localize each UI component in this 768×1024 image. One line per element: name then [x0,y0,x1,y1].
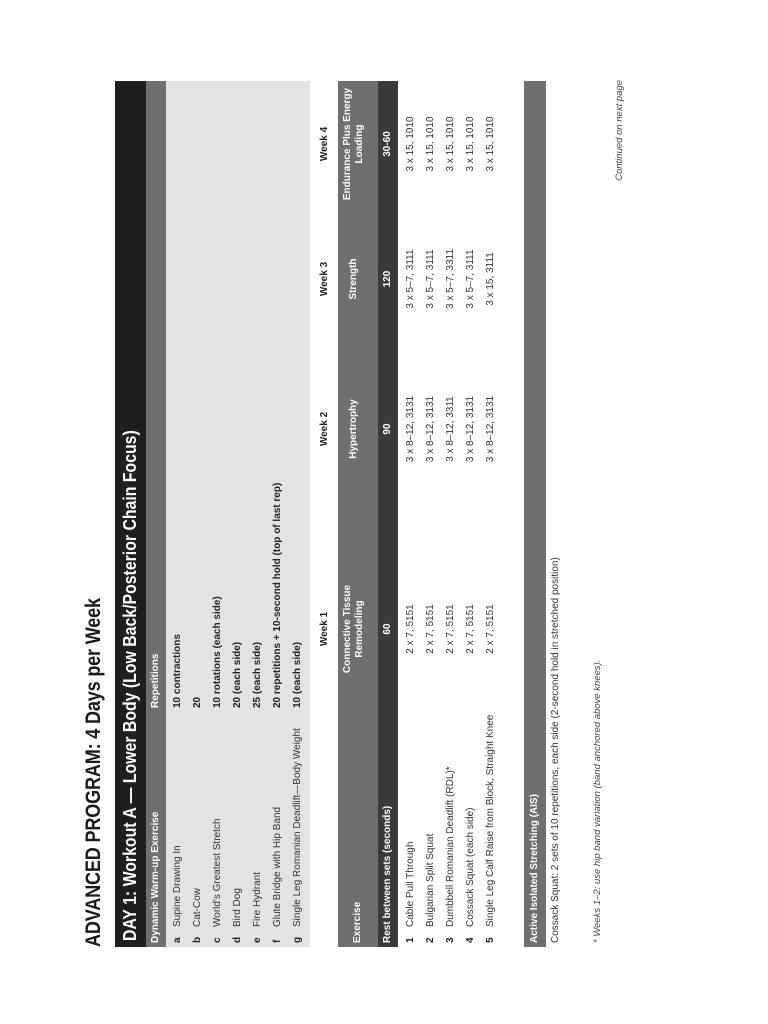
ais-description: Cossack Squat: 2 sets of 10 repetitions, each side (2-second hold in stretched position) [550,557,561,943]
week-cell: 2 x 7, 5151 [485,604,496,654]
week-cell: 3 x 5–7, 3311 [445,249,456,309]
exercise-table-header [338,81,378,947]
week-cell: 3 x 15, 1010 [485,116,496,172]
week-cell: 2 x 7, 5151 [445,604,456,654]
warmup-exercise: Cat-Cow [192,888,203,927]
warmup-letter: e [252,937,263,943]
rest-value: 60 [382,623,393,635]
rest-value: 30-60 [382,131,393,157]
exercise-row [461,81,481,947]
page-title: ADVANCED PROGRAM: 4 Days per Week [82,598,105,947]
exercise-name: Cossack Squat (each side) [465,807,476,927]
warmup-letter: g [292,936,303,943]
week-cell: 3 x 15, 1010 [465,116,476,172]
warmup-exercise: Glute Bridge with Hip Band [272,806,283,927]
warmup-row [268,81,288,947]
warmup-reps: 20 repetitions + 10-second hold (top of last rep) [272,482,283,708]
exercise-number: 1 [405,937,416,943]
exercise-number: 3 [445,937,456,943]
exercise-name: Single Leg Calf Raise from Block, Straight Knee [485,714,496,927]
warmup-letter: c [212,937,223,943]
warmup-row [188,81,208,947]
week-label: Week 3 [319,261,330,297]
exercise-row [481,81,501,947]
warmup-exercise: Fire Hydrant [252,871,263,927]
warmup-header [146,81,166,947]
week-cell: 3 x 15, 1010 [445,116,456,172]
footnote: * Weeks 1–2: use hip band variation (band anchored above knees). [592,659,603,943]
week-cell: 2 x 7, 5151 [405,604,416,654]
day-title-bar [115,81,146,947]
warmup-reps: 25 (each side) [252,641,263,708]
warmup-reps: 10 (each side) [292,641,303,708]
exercise-name: Cable Pull Through [405,841,416,927]
week-label: Week 1 [319,611,330,647]
warmup-row [208,81,228,947]
exercise-number: 5 [485,937,496,943]
warmup-row [228,81,248,947]
week-cell: 2 x 7, 5151 [465,604,476,654]
warmup-reps: 20 [192,696,203,708]
week-cell: 3 x 8–12, 3131 [405,395,416,463]
phase-label: Strength [348,258,359,300]
rest-value: 90 [382,423,393,435]
week-cell: 3 x 8–12, 3131 [485,395,496,463]
week-cell: 3 x 8–12, 3311 [445,396,456,462]
week-cell: 2 x 7, 5151 [425,604,436,654]
warmup-letter: d [232,936,243,943]
warmup-row [248,81,268,947]
exercise-name: Bulgarian Split Squat [425,833,436,927]
phase-label: Endurance Plus Energy Loading [342,87,365,201]
exercise-name: Dumbbell Romanian Deadlift (RDL)* [445,766,456,927]
continued-note: Continued on next page [614,80,625,181]
exercise-header: Exercise [352,901,363,943]
week-cell: 3 x 5–7, 3111 [425,249,436,309]
rest-label: Rest between sets (seconds) [382,805,393,943]
week-cell: 3 x 15, 1010 [425,116,436,172]
warmup-row [168,81,188,947]
warmup-letter: b [192,936,203,943]
exercise-row [401,81,421,947]
rest-value: 120 [382,270,393,288]
warmup-reps: 10 contractions [172,634,183,708]
week-cell: 3 x 5–7, 3111 [465,249,476,309]
warmup-exercise: Single Leg Romanian Deadlift—Body Weight [292,728,303,927]
warmup-letter: a [172,937,183,943]
ais-header: Active Isolated Stretching (AIS) [524,81,546,947]
week-cell: 3 x 5–7, 3111 [405,249,416,309]
warmup-reps: 10 rotations (each side) [212,596,223,708]
warmup-table [166,81,310,947]
exercise-number: 2 [425,937,436,943]
day-title: DAY 1: Workout A — Lower Body (Low Back/Posterior Chain Focus) [120,430,140,941]
week-label: Week 4 [319,126,330,162]
warmup-exercise: Supine Drawing In [172,845,183,927]
warmup-header-reps: Repetitions [150,653,161,708]
warmup-reps: 20 (each side) [232,641,243,708]
warmup-letter: f [272,939,283,943]
warmup-row [288,81,308,947]
week-cell: 3 x 8–12, 3131 [425,395,436,463]
exercise-row [421,81,441,947]
warmup-exercise: World's Greatest Stretch [212,818,223,927]
week-label: Week 2 [319,411,330,447]
warmup-exercise: Bird Dog [232,888,243,927]
exercise-row [441,81,461,947]
phase-label: Hypertrophy [348,399,359,459]
rest-row [378,81,398,947]
week-cell: 3 x 15, 3111 [485,252,496,306]
exercise-number: 4 [465,937,476,943]
warmup-header-exercise: Dynamic Warm-up Exercise [150,811,161,943]
phase-label: Connective Tissue Remodeling [342,584,365,674]
week-cell: 3 x 8–12, 3131 [465,395,476,463]
week-cell: 3 x 15, 1010 [405,116,416,172]
